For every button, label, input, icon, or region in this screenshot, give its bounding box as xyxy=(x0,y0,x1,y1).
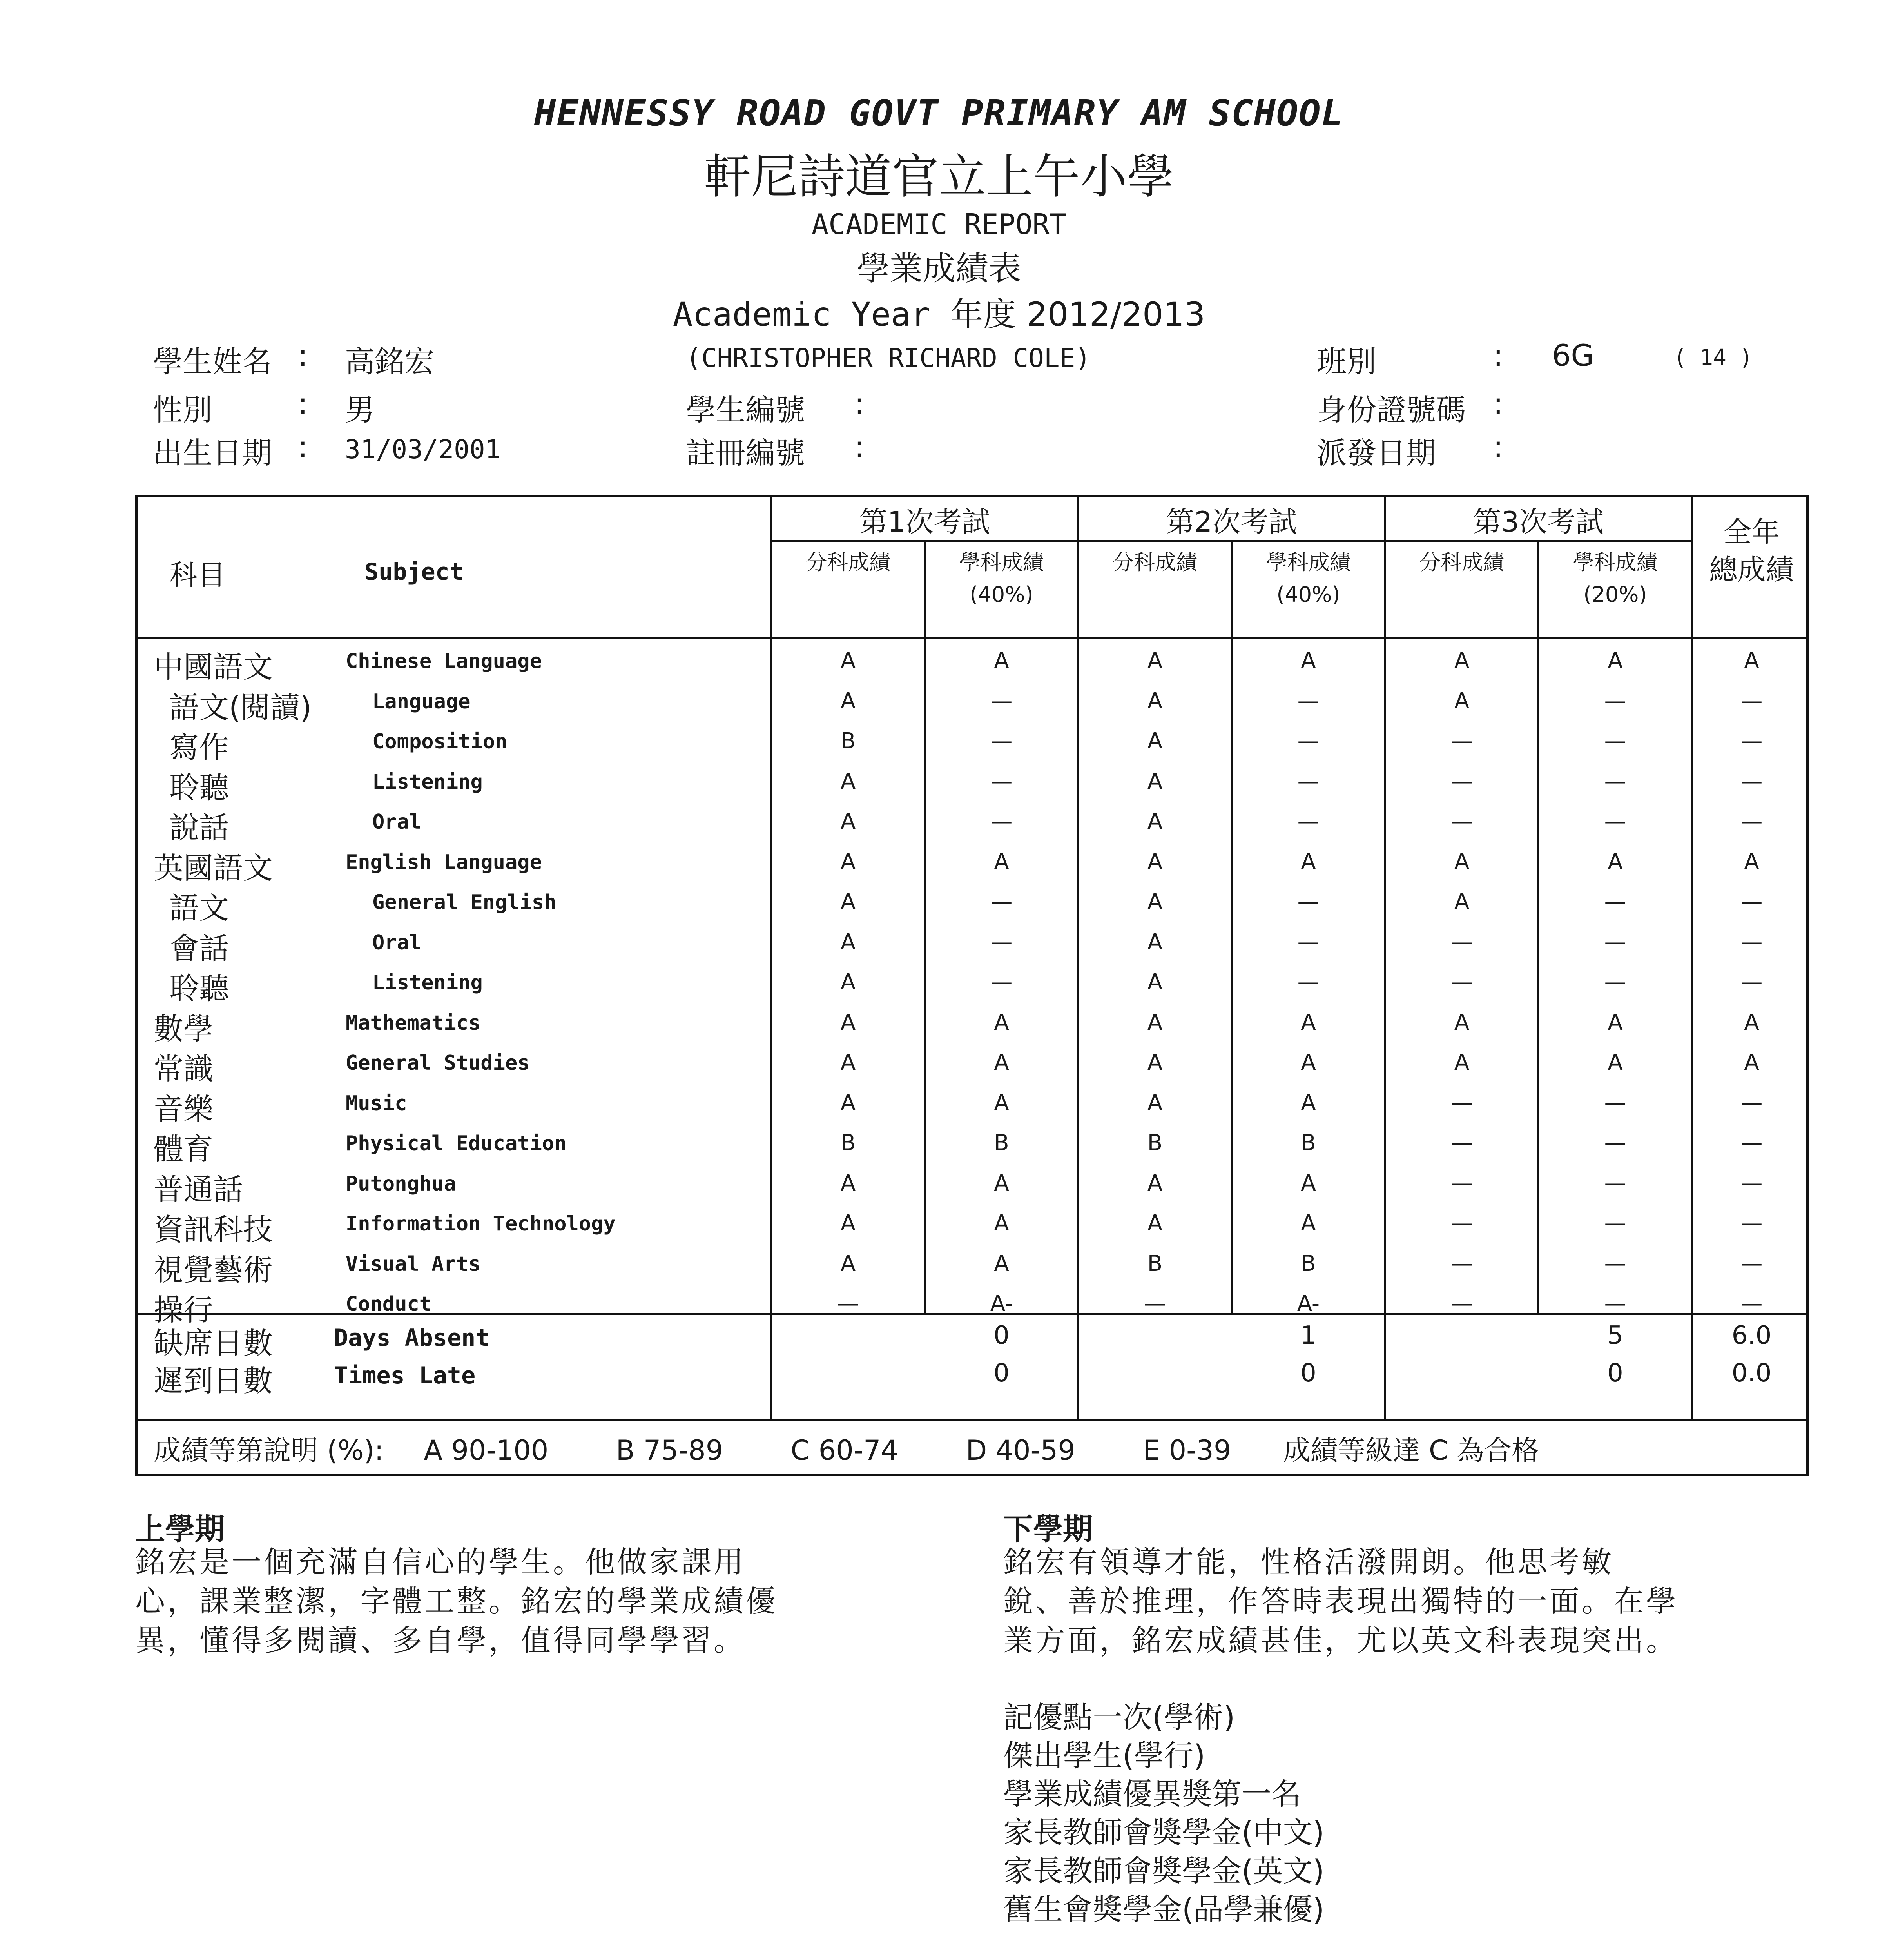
grade-cell: A xyxy=(1147,969,1163,995)
grade-cell: — xyxy=(1604,1291,1626,1316)
attendance-value: 1 xyxy=(1300,1321,1316,1350)
annual-header-line2: 總成績 xyxy=(1709,553,1794,586)
grade-cell: — xyxy=(1740,1090,1763,1116)
attendance-label-zh: 遲到日數 xyxy=(154,1363,273,1398)
grade-cell: A xyxy=(1147,648,1163,673)
subject-name-zh: 體育 xyxy=(154,1132,213,1167)
col-subject-score xyxy=(1539,546,1692,611)
grade-cell: — xyxy=(1740,1170,1763,1196)
grade-cell: A xyxy=(1147,849,1163,875)
subject-name-zh: 常識 xyxy=(154,1051,213,1086)
colon: : xyxy=(1493,386,1503,421)
school-name-en: HENNESSY ROAD GOVT PRIMARY AM SCHOOL xyxy=(534,92,1344,134)
exam-header-divider xyxy=(771,540,1692,542)
grade-cell: — xyxy=(1604,889,1626,915)
grade-cell: — xyxy=(1740,1291,1763,1316)
col-weight: (40%) xyxy=(1276,582,1340,607)
grade-cell: A xyxy=(840,1050,856,1075)
exam3-header: 第3次考試 xyxy=(1473,505,1604,538)
grade-cell: A xyxy=(840,688,856,714)
grade-cell: A xyxy=(840,1250,856,1276)
subject-name-zh: 操行 xyxy=(154,1292,213,1327)
student-name-en: (CHRISTOPHER RICHARD COLE) xyxy=(686,343,1091,373)
grade-cell: A xyxy=(994,1210,1009,1236)
grade-cell: — xyxy=(1604,809,1626,834)
grade-cell: — xyxy=(1297,768,1320,794)
grade-cell: A xyxy=(1147,1009,1163,1035)
grade-cell: A xyxy=(840,849,856,875)
col-score: 分科成績 xyxy=(1113,550,1197,575)
subject-name-en: General Studies xyxy=(346,1051,530,1075)
grade-cell: A xyxy=(1301,1050,1316,1075)
grade-cell: — xyxy=(990,969,1013,995)
attendance-value: 0 xyxy=(993,1359,1010,1388)
grade-cell: — xyxy=(837,1291,859,1316)
pass-note: 成績等級達 C 為合格 xyxy=(1283,1434,1539,1466)
report-title-zh: 學業成績表 xyxy=(856,249,1021,288)
subject-name-zh: 資訊科技 xyxy=(154,1212,273,1247)
grade-cell: A xyxy=(1147,728,1163,754)
attendance-value: 5 xyxy=(1607,1321,1623,1350)
grade-cell: A xyxy=(840,969,856,995)
subject-name-zh: 中國語文 xyxy=(154,650,273,684)
annual-header xyxy=(1692,513,1811,588)
award-item: 學業成績優異獎第一名 xyxy=(1003,1777,1301,1811)
col-weight: (40%) xyxy=(970,582,1033,607)
col-subject-score xyxy=(1232,546,1385,611)
class-number: ( 14 ) xyxy=(1673,345,1753,370)
comment-line: 銘宏是一個充滿自信心的學生。他做家課用 xyxy=(135,1544,746,1579)
grade-cell: A xyxy=(994,1050,1009,1075)
grade-cell: A xyxy=(1147,809,1163,834)
grade-cell: A xyxy=(1147,1090,1163,1116)
exam2-header: 第2次考試 xyxy=(1166,505,1297,538)
grade-cell: — xyxy=(990,809,1013,834)
grade-cell: — xyxy=(1604,1090,1626,1116)
colon: : xyxy=(1493,338,1503,373)
grade-cell: A xyxy=(1608,849,1623,875)
grade-cell: — xyxy=(1297,809,1320,834)
grade-cell: — xyxy=(1740,809,1763,834)
subject-name-en: Listening xyxy=(372,971,483,995)
grade-cell: A xyxy=(840,1170,856,1196)
term1-comment xyxy=(135,1543,809,1660)
grade-cell: A xyxy=(1147,1050,1163,1075)
grade-cell: A xyxy=(1454,688,1470,714)
grade-cell: A xyxy=(1147,1210,1163,1236)
annual-header-line1: 全年 xyxy=(1723,515,1780,548)
grade-cell: A xyxy=(1454,1009,1470,1035)
grade-cell: A xyxy=(840,648,856,673)
grade-cell: — xyxy=(1297,889,1320,915)
school-name-zh: 軒尼詩道官立上午小學 xyxy=(704,150,1174,204)
grade-cell: A xyxy=(1147,1170,1163,1196)
colon: : xyxy=(854,386,865,421)
id-label: 身份證號碼 xyxy=(1317,392,1466,427)
term2-comment xyxy=(1003,1543,1748,1660)
grade-legend xyxy=(154,1428,1539,1468)
subject-name-zh: 聆聽 xyxy=(169,971,229,1006)
col-subject-score xyxy=(925,546,1078,611)
grade-cell: — xyxy=(990,688,1013,714)
grade-cell: B xyxy=(1147,1130,1163,1156)
subject-name-en: Oral xyxy=(372,810,422,834)
grade-cell: — xyxy=(1297,728,1320,754)
col-weight: (20%) xyxy=(1583,582,1647,607)
grade-cell: — xyxy=(1604,929,1626,955)
grade-cell: — xyxy=(1451,1130,1473,1156)
gender-value: 男 xyxy=(345,392,375,427)
subject-name-en: Physical Education xyxy=(346,1132,567,1155)
subject-header-zh: 科目 xyxy=(169,559,226,592)
grade-cell: — xyxy=(1451,768,1473,794)
legend-label: 成績等第說明 (%): xyxy=(154,1434,384,1466)
attendance-value: 0 xyxy=(1607,1359,1623,1388)
grade-cell: — xyxy=(1740,929,1763,955)
grade-cell: — xyxy=(1604,688,1626,714)
col-score: 分科成績 xyxy=(1419,550,1504,575)
subject-name-en: Conduct xyxy=(346,1292,432,1316)
grade-cell: A xyxy=(1301,1009,1316,1035)
grade-cell: — xyxy=(1451,1210,1473,1236)
col-subject-score-label: 學科成績 xyxy=(1266,550,1351,575)
col-score: 分科成績 xyxy=(806,550,890,575)
comment-line: 心，課業整潔，字體工整。銘宏的學業成績優 xyxy=(135,1584,778,1619)
grade-cell: — xyxy=(1451,809,1473,834)
grade-cell: — xyxy=(1604,1210,1626,1236)
comment-line: 銳、善於推理，作答時表現出獨特的一面。在學 xyxy=(1003,1584,1678,1619)
issue-date-label: 派發日期 xyxy=(1317,436,1436,470)
academic-year-label: Academic Year 年度 xyxy=(673,295,1016,334)
subject-name-zh: 聆聽 xyxy=(169,770,229,805)
grade-cell: B xyxy=(1301,1130,1316,1156)
grade-cell: — xyxy=(1740,1250,1763,1276)
grade-cell: B xyxy=(1147,1250,1163,1276)
attendance-value: 0.0 xyxy=(1731,1359,1772,1388)
grade-cell: A xyxy=(1301,1090,1316,1116)
grade-cell: — xyxy=(1451,728,1473,754)
grade-cell: — xyxy=(1297,929,1320,955)
grade-cell: B xyxy=(840,1130,856,1156)
subject-header-en: Subject xyxy=(364,558,464,586)
table-column-divider xyxy=(1077,497,1079,1419)
attendance-value: 0 xyxy=(1300,1359,1316,1388)
grade-cell: A xyxy=(1744,1009,1759,1035)
subject-name-zh: 寫作 xyxy=(169,730,229,765)
grade-cell: — xyxy=(1451,1170,1473,1196)
grade-cell: — xyxy=(1297,969,1320,995)
grade-cell: A xyxy=(994,1009,1009,1035)
comment-line: 業方面，銘宏成績甚佳，尤以英文科表現突出。 xyxy=(1003,1623,1678,1658)
subject-name-en: Listening xyxy=(372,770,483,794)
report-title-en: ACADEMIC REPORT xyxy=(811,208,1067,241)
class-label: 班別 xyxy=(1317,344,1376,379)
subject-name-zh: 音樂 xyxy=(154,1091,213,1127)
subject-name-en: Visual Arts xyxy=(346,1252,481,1276)
term2-comment-label: 下學期 xyxy=(1003,1512,1093,1546)
grade-cell: A xyxy=(1147,889,1163,915)
grade-cell: — xyxy=(1740,969,1763,995)
grade-cell: — xyxy=(1451,1250,1473,1276)
grade-cell: A xyxy=(1744,648,1759,673)
colon: : xyxy=(298,386,308,421)
grade-cell: B xyxy=(1301,1250,1316,1276)
term1-comment-label: 上學期 xyxy=(135,1512,225,1546)
grade-cell: A xyxy=(1454,1050,1470,1075)
col-subject-score-label: 學科成績 xyxy=(1573,550,1658,575)
grade-cell: A xyxy=(1454,648,1470,673)
colon: : xyxy=(298,338,308,373)
subject-name-zh: 語文 xyxy=(169,891,229,926)
grade-cell: — xyxy=(1740,1130,1763,1156)
grade-cell: A xyxy=(1454,889,1470,915)
grade-cell: A xyxy=(840,889,856,915)
grade-cell: B xyxy=(840,728,856,754)
grade-cell: — xyxy=(990,889,1013,915)
grade-cell: A xyxy=(840,809,856,834)
student-no-label: 學生編號 xyxy=(686,392,805,427)
grade-cell: A- xyxy=(990,1291,1013,1316)
subject-name-zh: 語文(閱讀) xyxy=(169,690,312,725)
grade-cell: A xyxy=(1608,1009,1623,1035)
grade-cell: — xyxy=(1740,688,1763,714)
grade-cell: A xyxy=(994,1170,1009,1196)
subject-name-en: Language xyxy=(372,690,471,713)
subject-name-zh: 會話 xyxy=(169,931,229,966)
grade-cell: A xyxy=(1147,929,1163,955)
colon: : xyxy=(854,429,865,464)
academic-year xyxy=(0,288,1878,336)
grade-cell: A xyxy=(840,768,856,794)
grade-cell: — xyxy=(1297,688,1320,714)
grade-cell: A xyxy=(1744,849,1759,875)
subject-name-en: Composition xyxy=(372,730,508,753)
attendance-label-zh: 缺席日數 xyxy=(154,1326,273,1361)
grade-cell: — xyxy=(1451,929,1473,955)
subject-name-en: General English xyxy=(372,891,557,914)
grade-cell: A xyxy=(1608,648,1623,673)
table-column-divider xyxy=(770,497,772,1419)
attendance-label-en: Days Absent xyxy=(334,1324,490,1352)
grade-cell: A xyxy=(840,929,856,955)
grade-cell: — xyxy=(1144,1291,1166,1316)
grade-cell: — xyxy=(1451,969,1473,995)
grade-cell: A xyxy=(1147,688,1163,714)
academic-year-value: 2012/2013 xyxy=(1026,295,1205,334)
grade-cell: A xyxy=(1454,849,1470,875)
grade-cell: A xyxy=(1301,849,1316,875)
subject-name-en: Information Technology xyxy=(346,1212,616,1236)
grade-cell: A xyxy=(994,1090,1009,1116)
reg-no-label: 註冊編號 xyxy=(686,436,805,470)
award-item: 傑出學生(學行) xyxy=(1003,1738,1205,1773)
grade-cell: A xyxy=(1301,648,1316,673)
subject-name-en: Music xyxy=(346,1091,407,1115)
col-subject-score-label: 學科成績 xyxy=(959,550,1044,575)
student-name-label: 學生姓名 xyxy=(153,344,272,379)
grade-cell: A xyxy=(1608,1050,1623,1075)
subject-name-en: English Language xyxy=(346,850,542,874)
legend-item: A 90-100 xyxy=(424,1434,549,1466)
award-item: 家長教師會獎學金(中文) xyxy=(1003,1815,1325,1850)
subject-name-zh: 說話 xyxy=(169,810,229,845)
subject-name-zh: 普通話 xyxy=(154,1172,243,1207)
colon: : xyxy=(298,429,308,464)
table-column-divider xyxy=(1691,497,1693,1419)
legend-item: B 75-89 xyxy=(616,1434,723,1466)
subject-name-en: Oral xyxy=(372,931,422,955)
grade-cell: A xyxy=(840,1009,856,1035)
grade-cell: — xyxy=(1740,768,1763,794)
dob-value: 31/03/2001 xyxy=(345,434,501,465)
legend-divider xyxy=(138,1419,1806,1421)
grade-cell: — xyxy=(990,929,1013,955)
comment-line: 異，懂得多閱讀、多自學，值得同學學習。 xyxy=(135,1623,746,1658)
grade-cell: A xyxy=(840,1210,856,1236)
grade-cell: — xyxy=(1604,768,1626,794)
subject-name-zh: 英國語文 xyxy=(154,850,273,886)
grade-cell: — xyxy=(1604,1250,1626,1276)
grade-cell: A xyxy=(1301,1210,1316,1236)
attendance-label-en: Times Late xyxy=(334,1362,476,1389)
grade-cell: A xyxy=(994,648,1009,673)
grade-cell: A xyxy=(840,1090,856,1116)
grade-table xyxy=(135,495,1809,1476)
header-divider xyxy=(138,637,1806,639)
legend-item: D 40-59 xyxy=(966,1434,1075,1466)
award-item: 家長教師會獎學金(英文) xyxy=(1003,1853,1325,1888)
grade-cell: — xyxy=(1740,889,1763,915)
subject-name-en: Chinese Language xyxy=(346,650,542,673)
grade-cell: A xyxy=(994,1250,1009,1276)
grade-cell: A xyxy=(1301,1170,1316,1196)
grade-cell: — xyxy=(1740,1210,1763,1236)
grade-cell: — xyxy=(1604,1170,1626,1196)
award-item: 記優點一次(學術) xyxy=(1003,1700,1235,1735)
legend-item: E 0-39 xyxy=(1143,1434,1231,1466)
grade-cell: — xyxy=(1604,1130,1626,1156)
grade-cell: A xyxy=(994,849,1009,875)
student-name-value: 高銘宏 xyxy=(345,344,434,379)
exam1-header: 第1次考試 xyxy=(859,505,990,538)
colon: : xyxy=(1493,429,1503,464)
subject-name-en: Putonghua xyxy=(346,1172,456,1196)
grade-cell: A xyxy=(1147,768,1163,794)
grade-cell: B xyxy=(994,1130,1009,1156)
grade-cell: — xyxy=(1604,728,1626,754)
grade-cell: — xyxy=(1740,728,1763,754)
attendance-value: 6.0 xyxy=(1731,1321,1772,1350)
grade-cell: A- xyxy=(1297,1291,1320,1316)
subject-name-zh: 數學 xyxy=(154,1011,213,1046)
grade-cell: — xyxy=(1604,969,1626,995)
subject-name-zh: 視覺藝術 xyxy=(154,1252,273,1287)
award-item: 舊生會獎學金(品學兼優) xyxy=(1003,1892,1325,1927)
attendance-value: 0 xyxy=(993,1321,1010,1350)
grade-cell: A xyxy=(1744,1050,1759,1075)
dob-label: 出生日期 xyxy=(153,436,272,470)
grade-cell: — xyxy=(990,768,1013,794)
gender-label: 性別 xyxy=(153,392,212,427)
grade-cell: — xyxy=(1451,1090,1473,1116)
grade-cell: — xyxy=(990,728,1013,754)
table-column-divider xyxy=(1384,497,1386,1419)
subject-name-en: Mathematics xyxy=(346,1011,481,1035)
legend-item: C 60-74 xyxy=(790,1434,899,1466)
comment-line: 銘宏有領導才能，性格活潑開朗。他思考敏 xyxy=(1003,1544,1614,1579)
grade-cell: — xyxy=(1451,1291,1473,1316)
class-value: 6G xyxy=(1552,338,1594,373)
